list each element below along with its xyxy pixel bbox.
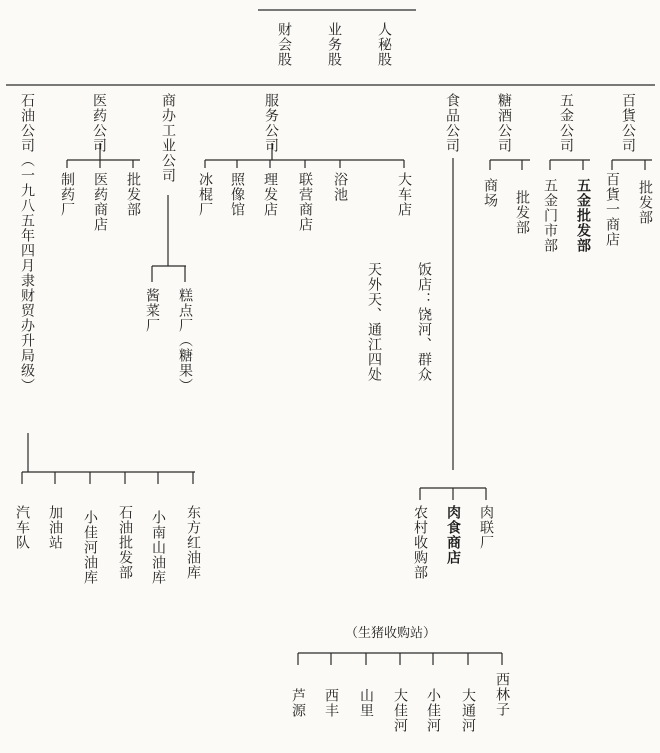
pig-station-datonghe: 大通河 [460, 688, 476, 733]
food-unit-meat-store: 肉食商店 [445, 505, 461, 565]
company-service: 服务公司 [263, 93, 279, 153]
company-oil: 石油公司（一九八五年四月隶财贸办升局级） [19, 93, 35, 393]
restaurants-line1: 饭店：饶河、群众 [416, 262, 432, 382]
oil-unit-dongfanghong-depot: 东方红油库 [185, 505, 201, 580]
general-goods-unit-wholesale: 批发部 [637, 180, 653, 225]
pig-station-xifeng: 西丰 [323, 688, 339, 718]
company-food: 食品公司 [444, 93, 460, 153]
sugar-unit-wholesale: 批发部 [514, 190, 530, 235]
medicine-unit-pharma-factory: 制药厂 [59, 172, 75, 217]
service-unit-joint-store: 联营商店 [297, 172, 313, 232]
pig-station-xiaojiahe: 小佳河 [425, 688, 441, 733]
oil-unit-xiaojiahe-depot: 小佳河油库 [82, 510, 98, 585]
pig-station-luyuan: 芦源 [290, 688, 306, 718]
pig-stations-label: （生猪收购站） [345, 626, 437, 641]
commerce-unit-pastry-factory: 糕点厂（糖果） [177, 288, 193, 393]
company-sugar-liquor: 糖酒公司 [496, 93, 512, 153]
company-hardware: 五金公司 [558, 93, 574, 153]
service-unit-bathhouse: 浴池 [332, 172, 348, 202]
oil-unit-wholesale: 石油批发部 [117, 505, 133, 580]
section-finance: 财会股 [276, 22, 292, 67]
food-unit-meat-factory: 肉联厂 [478, 505, 494, 550]
section-business: 业务股 [326, 22, 342, 67]
general-goods-unit-store1: 百貨一商店 [604, 172, 620, 247]
medicine-unit-wholesale: 批发部 [125, 172, 141, 217]
food-unit-rural-purchase: 农村收购部 [412, 505, 428, 580]
service-unit-popsicle: 冰棍厂 [197, 172, 213, 217]
pig-station-dajiahe: 大佳河 [392, 688, 408, 733]
oil-unit-xiaonanshan-depot: 小南山油库 [150, 510, 166, 585]
hardware-unit-wholesale: 五金批发部 [575, 178, 591, 253]
pig-station-shanli: 山里 [358, 688, 374, 718]
service-unit-cart-inn: 大车店 [396, 172, 412, 217]
restaurants-line2: 天外天、通江四处 [366, 262, 382, 382]
service-unit-photo: 照像馆 [229, 172, 245, 217]
commerce-unit-pickle-factory: 酱菜厂 [144, 288, 160, 333]
company-medicine: 医药公司 [91, 93, 107, 153]
service-unit-barber: 理发店 [262, 172, 278, 217]
company-general-goods: 百貨公司 [620, 93, 636, 153]
company-commerce-industry: 商办工业公司 [160, 93, 176, 183]
pig-station-xilinzi: 西林子 [494, 672, 510, 717]
medicine-unit-store: 医药商店 [92, 172, 108, 232]
oil-unit-motor-fleet: 汽车队 [14, 505, 30, 550]
hardware-unit-retail: 五金门市部 [542, 178, 558, 253]
oil-unit-gas-station: 加油站 [47, 505, 63, 550]
sugar-unit-market: 商场 [482, 178, 498, 208]
section-personnel: 人秘股 [376, 22, 392, 67]
